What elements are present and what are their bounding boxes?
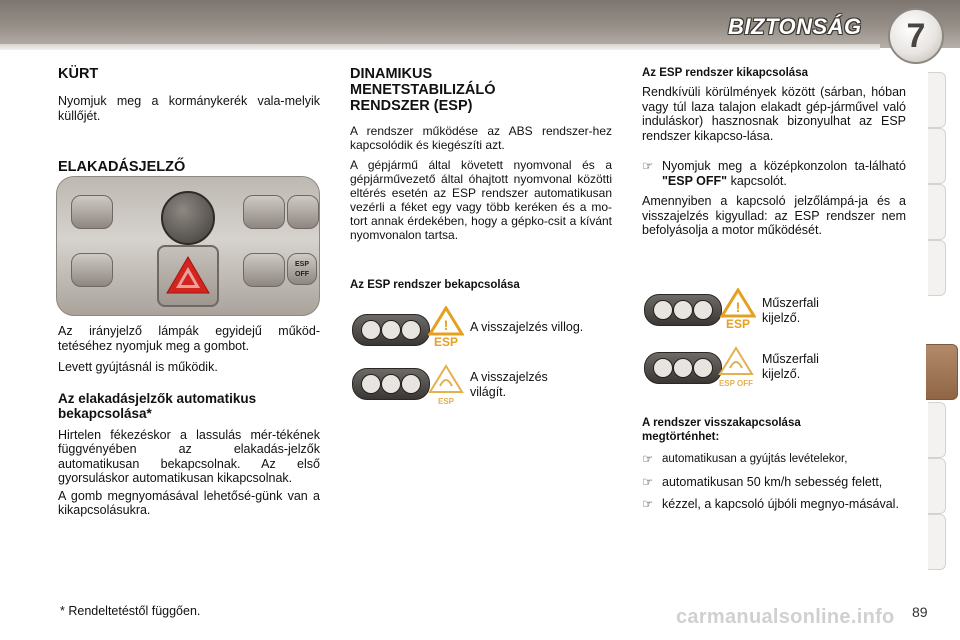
list-item-text: kézzel, a kapcsoló újbóli megnyo-másával. — [662, 497, 899, 511]
horn-text: Nyomjuk meg a kormánykerék vala-melyik küllőjét. — [58, 94, 320, 123]
esp-skid-icon — [428, 364, 464, 406]
hazard-text-1: Az irányjelző lámpák egyidejű működ-tetéséhez nyomjuk meg a gombot. — [58, 324, 320, 353]
svg-text:!: ! — [443, 317, 449, 333]
instrument-cluster-image — [644, 294, 722, 326]
esp-text-1: A rendszer működése az ABS rendszer-hez kapcsolódik és kiegészíti azt. — [350, 124, 612, 152]
instrument-cluster-image — [352, 314, 430, 346]
svg-text:ESP: ESP — [433, 335, 459, 348]
esp-off-title: Az ESP rendszer kikapcsolása — [642, 67, 808, 79]
chapter-tab[interactable] — [928, 128, 946, 184]
chapter-tab[interactable] — [928, 72, 946, 128]
watermark: carmanualsonline.info — [676, 606, 895, 628]
switch-image — [243, 195, 285, 229]
svg-text:ESP OFF: ESP OFF — [718, 379, 754, 388]
chapter-tab[interactable] — [928, 402, 946, 458]
column-left — [58, 66, 320, 175]
column-right — [642, 66, 906, 238]
chapter-tab[interactable] — [928, 458, 946, 514]
re-enable-title: A rendszer visszakapcsolása megtörténhet: — [642, 417, 801, 443]
esp-off-text: Rendkívüli körülmények között (sárban, hóban vagy túl laza talajon elakadt gép-járművel való induláskor) hasznosnak bizonyulhat az ESP rendszer kikapcso-lása. — [642, 85, 906, 143]
header-stripe — [0, 44, 880, 50]
esp-caption-2: A visszajelzés világít. — [470, 370, 548, 399]
list-item — [642, 497, 906, 512]
list-item — [642, 452, 906, 467]
esp-off-text-2: Amennyiben a kapcsoló jelzőlámpá-ja és a visszajelzés kigyullad: az ESP rendszer nem befolyásolja a motor működését. — [642, 194, 906, 237]
column-right-lower — [642, 416, 906, 512]
list-item-text: automatikusan a gyújtás levételekor, — [662, 453, 848, 465]
chapter-tab[interactable] — [928, 184, 946, 240]
hazard-title: ELAKADÁSJELZŐ — [58, 159, 186, 175]
chapter-tabs — [928, 72, 948, 572]
list-item — [642, 475, 906, 490]
esp-warning-icon — [720, 288, 756, 330]
page-number: 89 — [912, 604, 928, 620]
esp-warning-icon — [428, 306, 464, 348]
list-item-text: automatikusan 50 km/h sebesség felett, — [662, 474, 883, 489]
hazard-button — [157, 245, 219, 307]
switch-image — [243, 253, 285, 287]
list-item — [642, 159, 906, 188]
esp-off-icon — [714, 346, 758, 388]
esp-title: DINAMIKUS MENETSTABILIZÁLÓ RENDSZER (ESP) — [350, 66, 496, 114]
esp-off-switch — [287, 253, 317, 285]
fan-knob — [161, 191, 215, 245]
hazard-triangle-icon — [159, 247, 217, 305]
esp-on-title: Az ESP rendszer bekapcsolása — [350, 279, 520, 291]
esp-caption-1: A visszajelzés villog. — [470, 320, 584, 334]
hand-pointer-icon: ☞ — [642, 474, 654, 489]
switch-image — [287, 195, 319, 229]
auto-hazard-text-1: Hirtelen fékezéskor a lassulás mér-tékének függvényében az elakadás-jelzők automatikusan bekapcsolnak. Az első gyorsuláskor automatikusan kikapcsolnak. — [58, 427, 320, 485]
switch-image — [71, 195, 113, 229]
dashboard-caption-2: Műszerfali kijelző. — [762, 352, 819, 381]
section-title: BIZTONSÁG — [728, 14, 862, 39]
hand-pointer-icon: ☞ — [642, 452, 654, 466]
hazard-button-photo — [56, 176, 320, 316]
dashboard-caption-1: Műszerfali kijelző. — [762, 296, 819, 325]
auto-hazard-title: Az elakadásjelzők automatikus bekapcsolása* — [58, 390, 257, 421]
svg-text:ESP: ESP — [437, 397, 455, 406]
chapter-tab[interactable] — [928, 240, 946, 296]
esp-text-2: A gépjármű által követett nyomvonal és a gépjárművezető által óhajtott nyomvonal közötti eltérés esetén az ESP rendszer automatikusan vezérli a féket egy vagy több keréken és a mo-tort annak érdekében, hogy a gépko-csit a kívánt nyomvonalon tartsa. — [350, 158, 612, 242]
instrument-cluster-image — [352, 368, 430, 400]
instrument-cluster-image — [644, 352, 722, 384]
column-middle — [350, 66, 612, 292]
esp-off-switch-label: ESP OFF — [294, 261, 309, 278]
switch-image — [71, 253, 113, 287]
column-left-lower — [58, 324, 320, 518]
hand-pointer-icon: ☞ — [642, 159, 654, 173]
hazard-text-2: Levett gyújtásnál is működik. — [58, 360, 218, 374]
chapter-tab-active[interactable] — [926, 344, 958, 400]
auto-hazard-text-2: A gomb megnyomásával lehetősé-günk van a kikapcsolásukra. — [58, 488, 320, 517]
svg-text:ESP: ESP — [725, 317, 751, 330]
chapter-number: 7 — [888, 8, 944, 64]
svg-text:!: ! — [735, 299, 741, 315]
hand-pointer-icon: ☞ — [642, 497, 654, 511]
horn-title: KÜRT — [58, 66, 99, 82]
esp-off-instruction: Nyomjuk meg a középkonzolon ta-lálható "ESP OFF" kapcsolót. — [662, 159, 906, 188]
footnote: * Rendeltetéstől függően. — [60, 604, 201, 618]
chapter-tab[interactable] — [928, 514, 946, 570]
